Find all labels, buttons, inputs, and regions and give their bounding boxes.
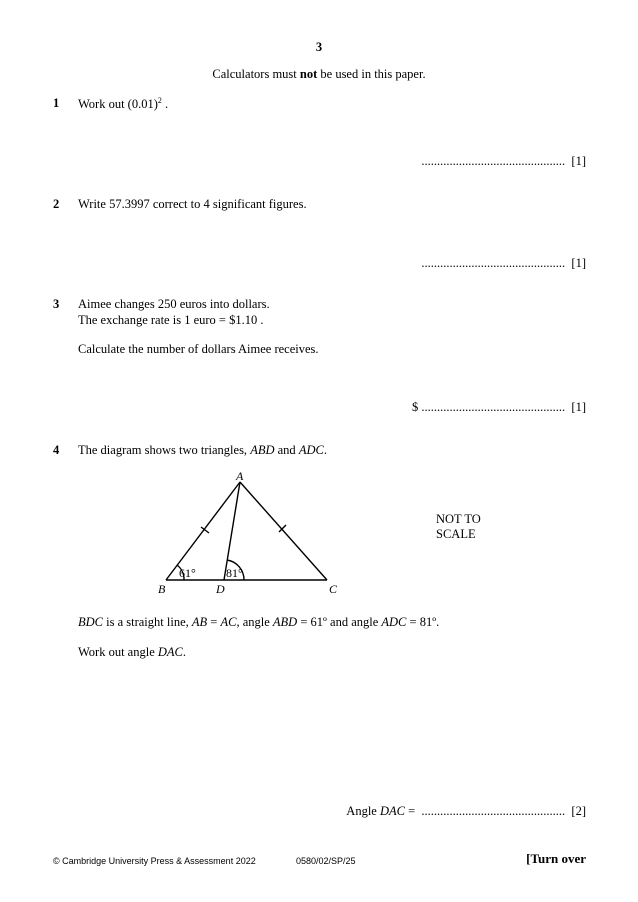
angle-D-value: 81° <box>226 566 243 580</box>
question-1-text: Work out $(0.01)^2$ . <box>78 96 169 112</box>
question-2-number: 2 <box>53 197 60 211</box>
question-1-marks: [1] <box>571 154 586 168</box>
calculator-notice: Calculators must not be used in this paper. <box>212 67 426 81</box>
footer-copyright: © Cambridge University Press & Assessment 2022 <box>53 856 256 866</box>
page-number: 3 <box>315 40 323 54</box>
not-to-scale-line-2: SCALE <box>436 527 476 541</box>
label-D: D <box>216 582 225 596</box>
question-2-marks: [1] <box>571 256 586 270</box>
footer-paper-code: 0580/02/SP/25 <box>296 856 356 866</box>
tick-mark-AC <box>279 525 286 532</box>
question-4-marks: [2] <box>571 804 586 818</box>
question-2-answer-line[interactable]: .............................................. [1] <box>421 256 586 270</box>
angle-B-value: 61° <box>179 566 196 580</box>
triangle-diagram <box>140 468 360 598</box>
question-4-task: Work out angle DAC. <box>78 645 187 659</box>
label-C: C <box>329 582 338 596</box>
question-3-line-1: Aimee changes 250 euros into dollars. <box>78 297 270 311</box>
question-3-number: 3 <box>53 297 60 311</box>
not-to-scale-line-1: NOT TO <box>436 512 481 526</box>
question-3-answer-line[interactable]: $ .............................................. [1] <box>412 400 586 414</box>
question-3-line-3: Calculate the number of dollars Aimee receives. <box>78 342 319 356</box>
question-4-number: 4 <box>53 443 60 457</box>
question-4-text: The diagram shows two triangles, ABD and ADC. <box>78 443 327 457</box>
label-B: B <box>158 582 166 596</box>
question-1-answer-line[interactable]: .............................................. [1] <box>421 154 586 168</box>
label-A: A <box>236 469 244 483</box>
question-3-line-2: The exchange rate is 1 euro = $1.10 . <box>78 313 264 327</box>
question-1-number: 1 <box>53 96 60 110</box>
side-AC <box>240 482 327 580</box>
question-2-text: Write 57.3997 correct to 4 significant figures. <box>78 197 307 211</box>
turn-over-label: [Turn over <box>526 851 586 866</box>
question-4-answer-line[interactable]: Angle DAC = .............................................. [2] <box>346 804 586 818</box>
question-3-marks: [1] <box>571 400 586 414</box>
question-4-conditions: BDC is a straight line, AB = AC, angle ABD = 61º and angle ADC = 81º. <box>78 615 440 629</box>
